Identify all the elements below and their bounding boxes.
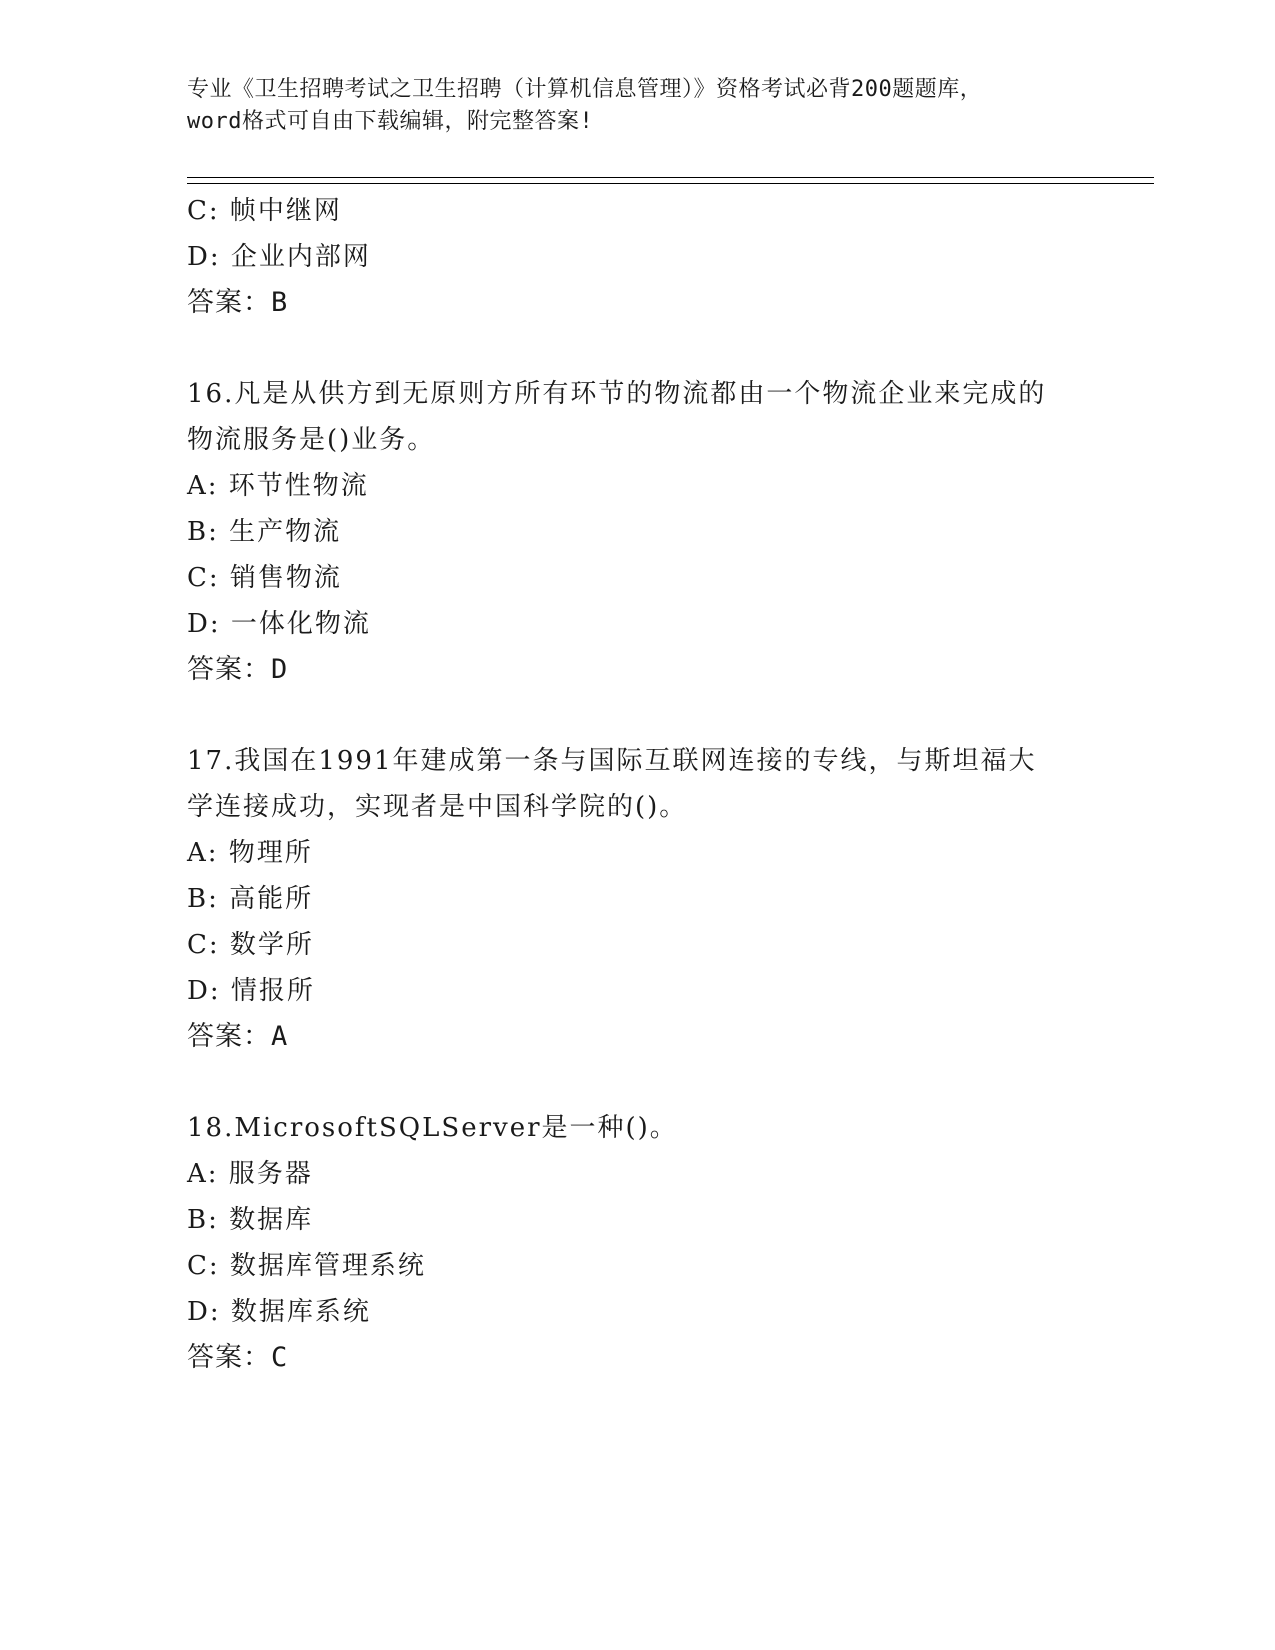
option-d: D: 情报所 bbox=[187, 976, 315, 1006]
option-d: D: 一体化物流 bbox=[187, 609, 371, 639]
option-c: C: 数学所 bbox=[187, 930, 314, 960]
answer-label: 答案：D bbox=[187, 654, 289, 685]
question-17 bbox=[187, 738, 1107, 1060]
option-c: C: 销售物流 bbox=[187, 563, 342, 593]
option-b: B: 生产物流 bbox=[187, 517, 342, 547]
option-a: A: 物理所 bbox=[187, 838, 313, 868]
option-a: A: 服务器 bbox=[187, 1159, 313, 1189]
answer-label: 答案：C bbox=[187, 1342, 289, 1373]
page-header bbox=[187, 74, 1087, 138]
header-title-line-2: word格式可自由下载编辑，附完整答案! bbox=[187, 109, 594, 134]
answer-label: 答案：A bbox=[187, 1021, 289, 1052]
question-16 bbox=[187, 371, 1107, 693]
continued-question bbox=[187, 188, 1107, 326]
option-c: C: 数据库管理系统 bbox=[187, 1251, 426, 1281]
question-18 bbox=[187, 1105, 1107, 1381]
question-text-line-1: 17.我国在1991年建成第一条与国际互联网连接的专线，与斯坦福大 bbox=[187, 746, 1037, 776]
question-text-line-2: 学连接成功，实现者是中国科学院的()。 bbox=[187, 792, 688, 822]
question-list bbox=[187, 188, 1107, 1381]
option-b: B: 高能所 bbox=[187, 884, 314, 914]
question-text-line-2: 物流服务是()业务。 bbox=[187, 425, 436, 455]
option-a: A: 环节性物流 bbox=[187, 471, 369, 501]
option-c: C: 帧中继网 bbox=[187, 196, 342, 226]
option-b: B: 数据库 bbox=[187, 1205, 314, 1235]
option-d: D: 数据库系统 bbox=[187, 1297, 371, 1327]
answer-label: 答案：B bbox=[187, 287, 289, 318]
option-d: D: 企业内部网 bbox=[187, 242, 371, 272]
header-title-line-1: 专业《卫生招聘考试之卫生招聘（计算机信息管理）》资格考试必背200题题库， bbox=[187, 77, 983, 102]
header-divider bbox=[187, 177, 1154, 184]
question-text-line-1: 18.MicrosoftSQLServer是一种()。 bbox=[187, 1113, 678, 1143]
question-text-line-1: 16.凡是从供方到无原则方所有环节的物流都由一个物流企业来完成的 bbox=[187, 379, 1047, 409]
